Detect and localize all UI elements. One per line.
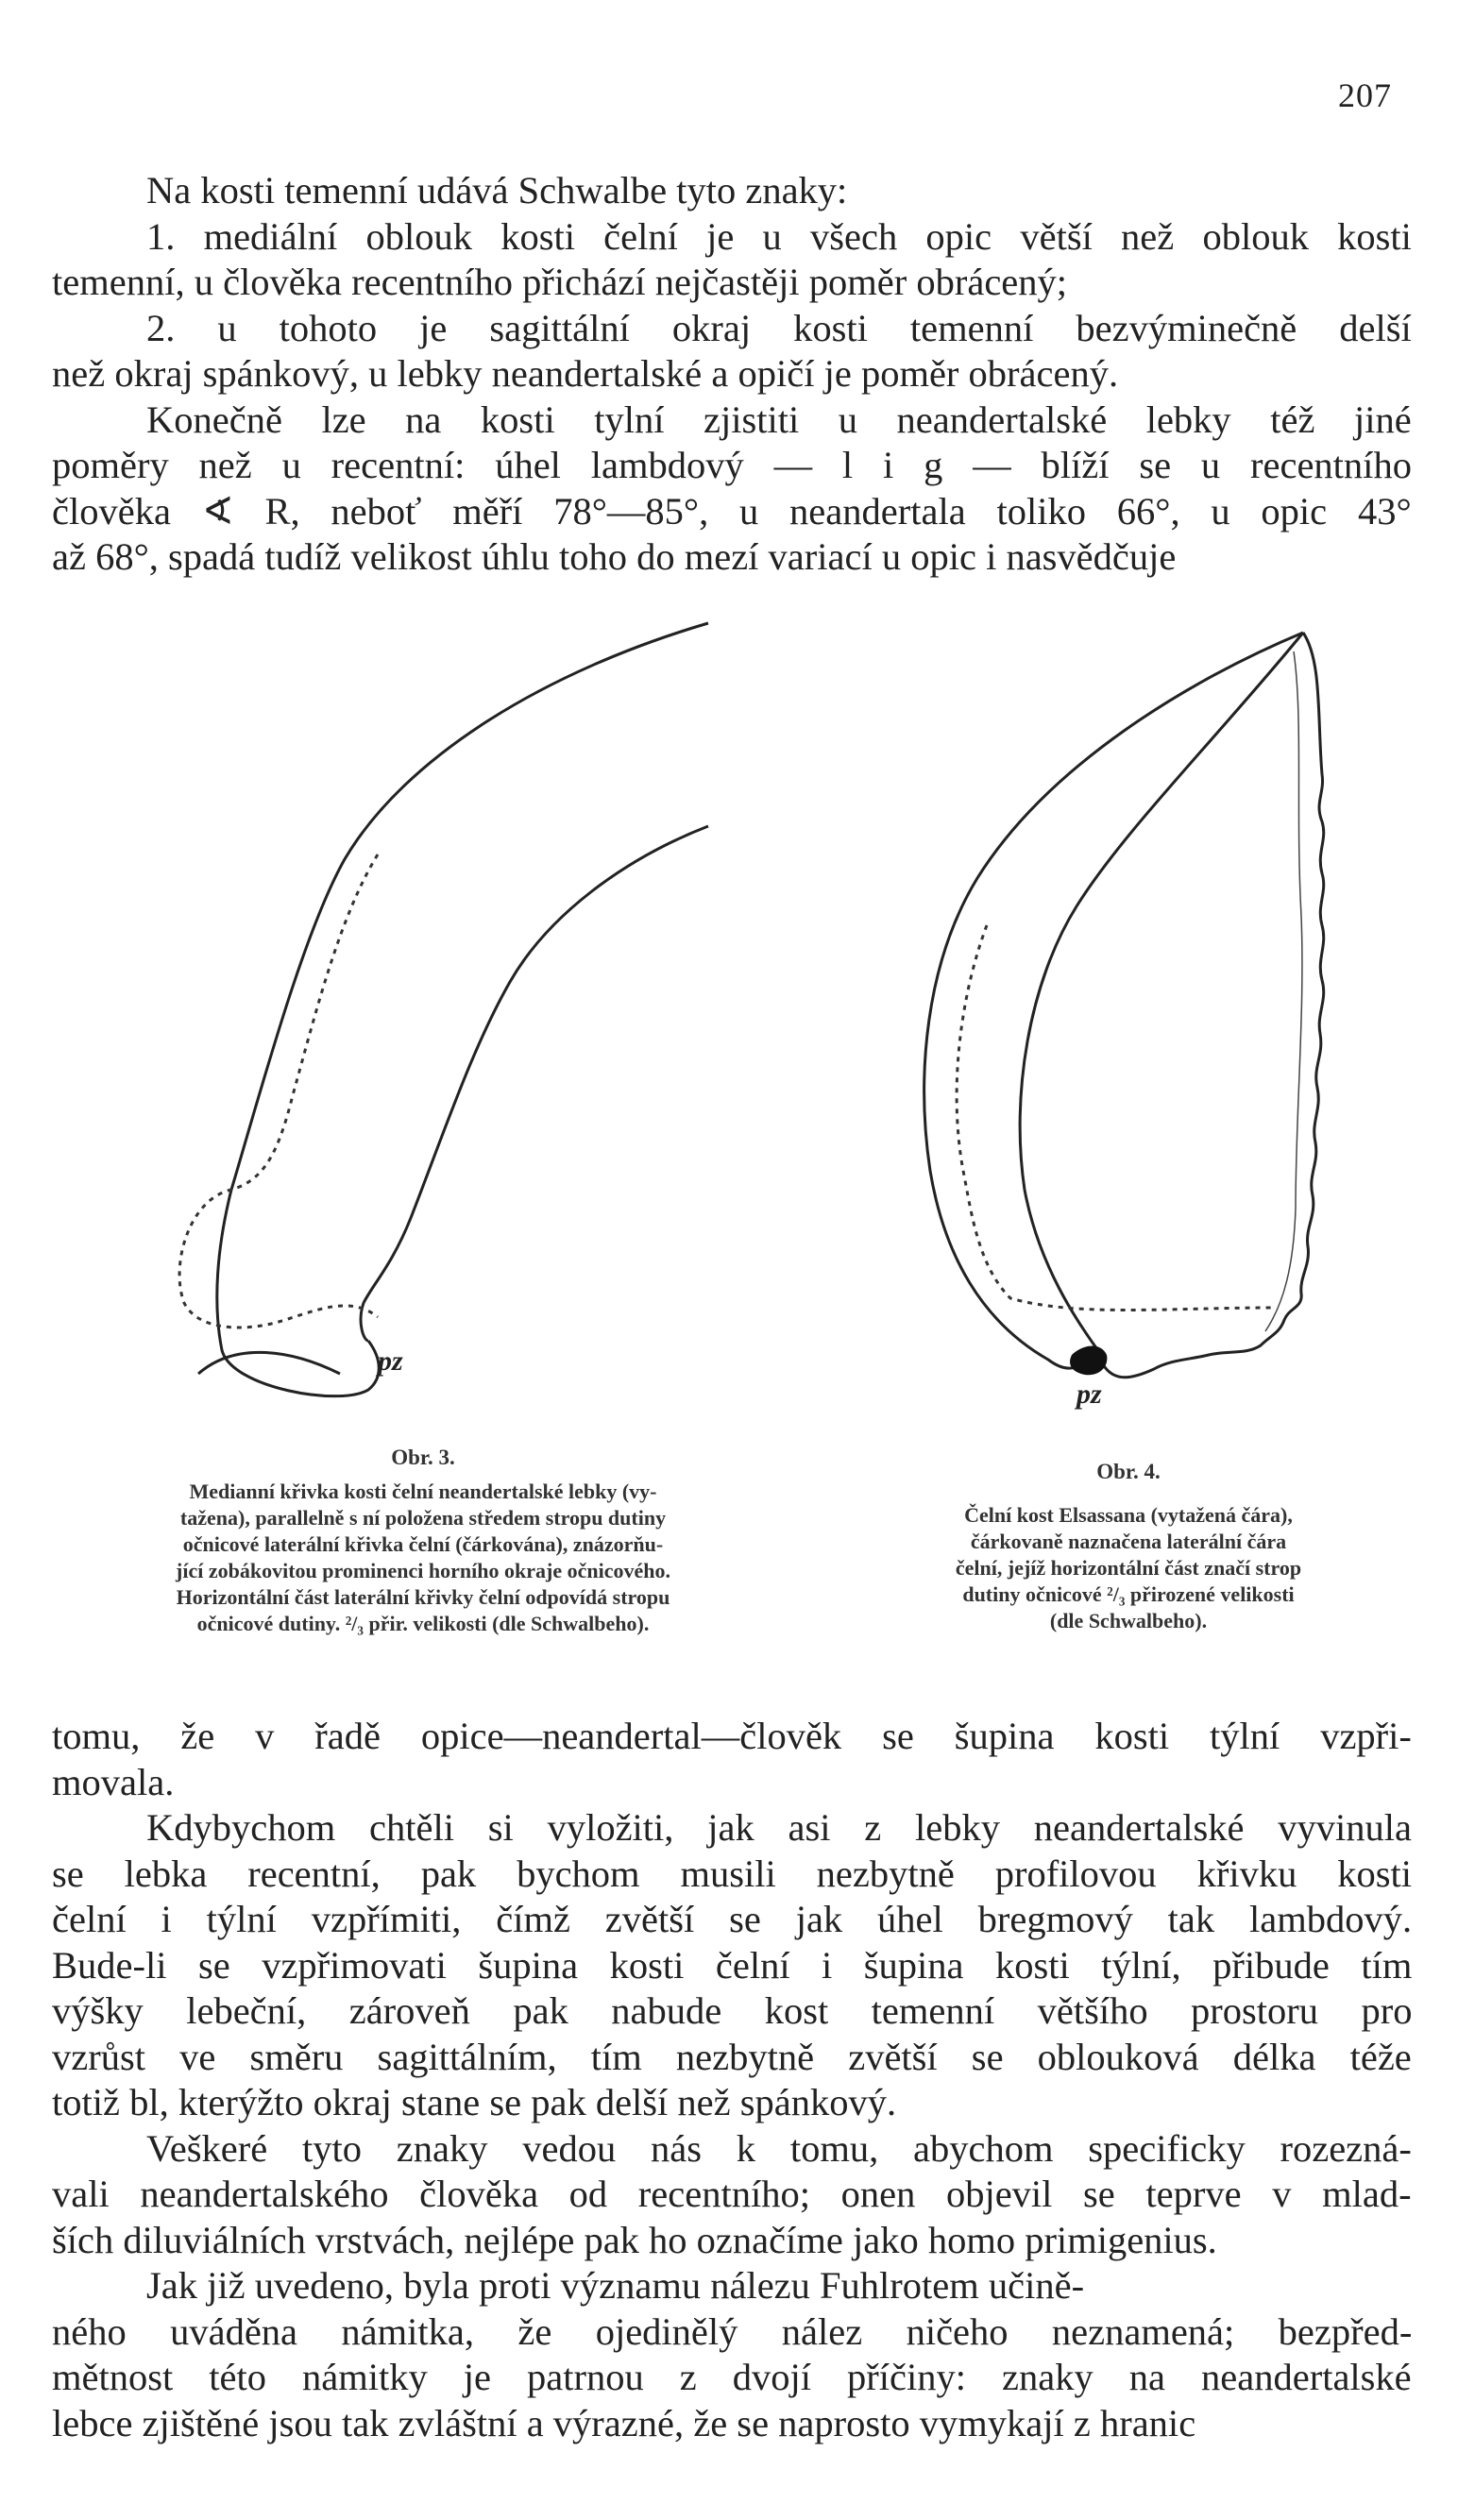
text-line: než okraj spánkový, u lebky neandertalské a opičí je poměr obrácený. <box>52 352 1119 395</box>
text-line: Kdybychom chtěli si vyložiti, jak asi z lebky neandertalské vyvinula <box>146 1806 1412 1849</box>
frontal-bone-inner <box>1020 633 1303 1360</box>
caption-line: čárkovaně naznačena laterální čára <box>970 1530 1287 1553</box>
caption-line: jící zobákovitou prominenci horního okraje očnicového. <box>176 1559 670 1582</box>
figure-3-title: Obr. 3. <box>391 1446 455 1469</box>
figure-4-label: pz <box>1077 1378 1102 1410</box>
figure-3-caption <box>102 1445 744 1637</box>
text-line: člověka ∢ R, neboť měří 78°—85°, u neandertala toliko 66°, u opic 43° <box>52 489 1412 533</box>
caption-line: Čelní kost Elsassana (vytažená čára), <box>964 1503 1293 1527</box>
caption-line: Medianní křivka kosti čelní neandertalské lebky (vy- <box>189 1480 657 1503</box>
text-line: ších diluviálních vrstvách, nejlépe pak ho označíme jako homo primigenius. <box>52 2218 1217 2261</box>
caption-line: dutiny očnicové ²/₃ přirozené velikosti <box>962 1582 1295 1606</box>
text-line: Na kosti temenní udává Schwalbe tyto znaky: <box>146 169 848 211</box>
page-number: 207 <box>1338 76 1392 114</box>
text-line: 2. u tohoto je sagittální okraj kosti temenní bezvýminečně delší <box>146 306 1412 349</box>
figure-4-drawing <box>907 604 1350 1445</box>
text-line: movala. <box>52 1760 175 1803</box>
lateral-line-dashed <box>957 925 1275 1311</box>
bottom-text-block <box>52 1714 1412 2446</box>
caption-line: očnicové laterální křivka čelní (čárkována), znázorňu- <box>182 1532 664 1556</box>
text-line: Jak již uvedeno, byla proti významu nálezu Fuhlrotem učině- <box>146 2264 1085 2307</box>
caption-line: čelní, jejíž horizontální část značí strop <box>955 1556 1302 1580</box>
figure-4-caption <box>883 1459 1374 1634</box>
text-line: Konečně lze na kosti tylní zjistiti u neandertalské lebky též jiné <box>146 397 1412 441</box>
caption-line: Horizontální část laterální křivky čelní odpovídá stropu <box>176 1585 670 1609</box>
text-line: 1. mediální oblouk kosti čelní je u všech opic větší než oblouk kosti <box>146 214 1412 258</box>
text-line: čelní i týlní vzpřímiti, čímž zvětší se jak úhel bregmový tak lambdový. <box>52 1898 1413 1940</box>
text-line: se lebka recentní, pak bychom musili nezbytně profilovou křivku kosti <box>52 1852 1412 1895</box>
figure-4-title: Obr. 4. <box>1096 1460 1161 1483</box>
text-line: lebce zjištěné jsou tak zvláštní a výrazné, že se naprosto vymykají z hranic <box>52 2401 1196 2444</box>
top-text-block <box>52 168 1412 581</box>
median-curve-outer <box>217 623 708 1396</box>
frontal-bone-suture <box>1086 633 1324 1378</box>
text-line: temenní, u člověka recentního přichází nejčastěji poměr obrácený; <box>52 261 1068 303</box>
text-line: poměry než u recentní: úhel lambdový — l i g — blíží se u recentního <box>52 444 1412 486</box>
figure-3 <box>57 604 774 1445</box>
lateral-curve-dashed <box>179 854 378 1328</box>
text-line: vzrůst ve směru sagittálním, tím nezbytně zvětší se oblouková délka téže <box>52 2035 1412 2078</box>
pz-mark <box>1070 1346 1107 1376</box>
text-line: Veškeré tyto znaky vedou nás k tomu, abychom specificky rozezná- <box>146 2126 1412 2170</box>
frontal-bone-outer <box>924 633 1303 1368</box>
caption-line: tažena), parallelně s ní položena středem stropu dutiny <box>179 1506 667 1530</box>
caption-line: (dle Schwalbeho). <box>1049 1609 1208 1632</box>
text-line: výšky lebeční, zároveň pak nabude kost temenní většího prostoru pro <box>52 1989 1413 2032</box>
text-line: vali neandertalského člověka od recentního; onen objevil se teprve v mlad- <box>52 2173 1412 2215</box>
figure-4 <box>907 604 1350 1445</box>
median-curve-inner <box>361 826 708 1341</box>
frontal-bone-inner-edge <box>1265 651 1302 1331</box>
text-line: tomu, že v řadě opice—neandertal—člověk se šupina kosti týlní vzpři- <box>52 1715 1412 1757</box>
caption-line: očnicové dutiny. ²/₃ přir. velikosti (dle Schwalbeho). <box>196 1612 650 1635</box>
text-line: až 68°, spadá tudíž velikost úhlu toho do mezí variací u opic i nasvědčuje <box>52 535 1177 578</box>
figure-3-label: pz <box>378 1345 403 1377</box>
text-line: ného uváděna námitka, že ojedinělý nález ničeho neznamená; bezpřed- <box>52 2309 1413 2353</box>
beak-curve <box>198 1352 340 1374</box>
text-line: Bude-li se vzpřimovati šupina kosti čelní i šupina kosti týlní, přibude tím <box>52 1943 1413 1987</box>
text-line: mětnost této námitky je patrnou z dvojí příčiny: znaky na neandertalské <box>52 2356 1412 2398</box>
figure-3-drawing <box>57 604 774 1445</box>
text-line: totiž bl, kterýžto okraj stane se pak delší než spánkový. <box>52 2081 897 2123</box>
